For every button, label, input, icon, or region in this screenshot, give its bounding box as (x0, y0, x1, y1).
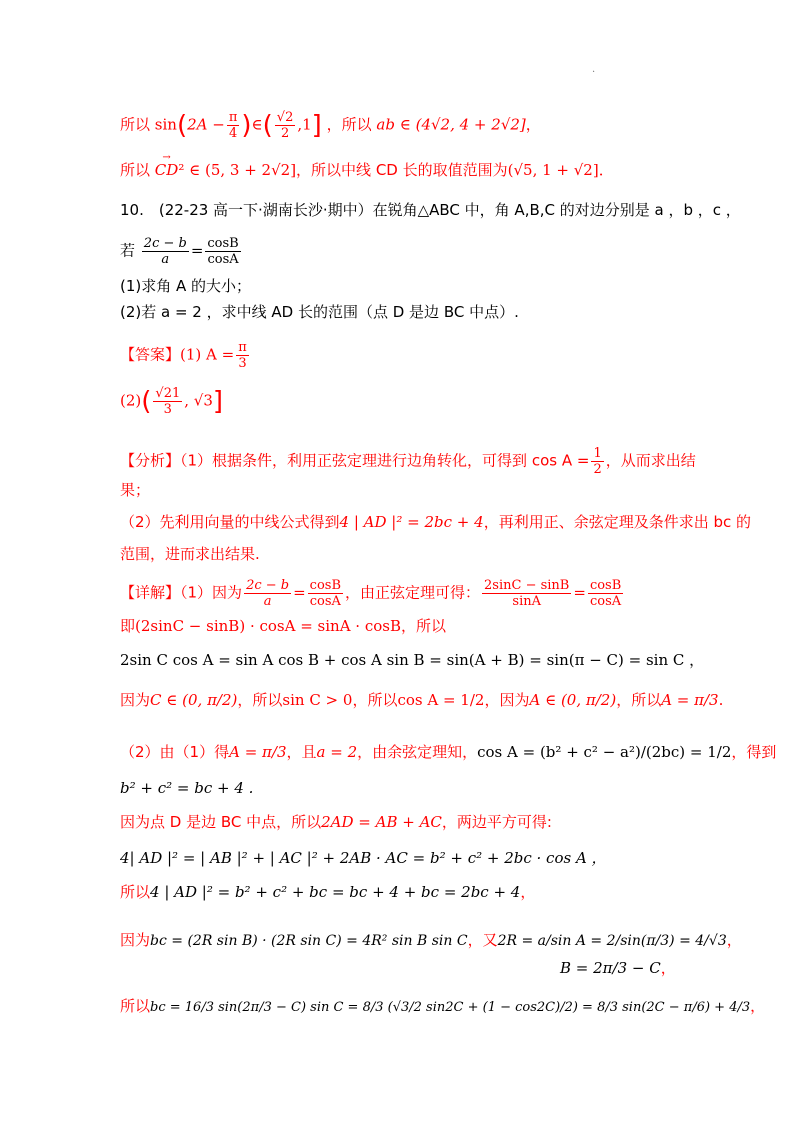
detail-line-5: （2）由（1）得A = π/3，且a = 2，由余弦定理知，cos A = (b² + c² − a²)/(2bc) = 1/2，得到 (120, 743, 777, 761)
detail-line-7: 因为点 D 是边 BC 中点，所以2AD = AB + AC，两边平方可得: (120, 813, 552, 831)
detail-line-3: 2sin C cos A = sin A cos B + cos A sin B = sin(A + B) = sin(π − C) = sin C ， (120, 651, 705, 669)
detail-line-6: b² + c² = bc + 4 . (120, 779, 254, 797)
question-condition: 若 $\frac{2c - b}{a}$ = $\frac{\cos B}{\cos A}$ (120, 236, 239, 267)
detail-line-11: 所以bc = 16/3 sin(2π/3 − C) sin C = 8/3 (√3/2 sin2C + (1 − cos2C)/2) = 8/3 sin(2C − π/6) + 4/3， (120, 997, 766, 1015)
detail-line-10-tail: B = 2π/3 − C， (560, 959, 676, 977)
line-cd-range: 所以 → CD² ∈ (5, 3 + 2√2]，所以中线 CD 长的取值范围为(√5, 1 + √2]． (120, 160, 614, 180)
detail-line-10: 因为bc = (2R sin B) · (2R sin C) = 4R² sin B sin C，又2R = a/sin A = 2/sin(π/3) = 4/√3， (120, 931, 742, 949)
analysis-line-3: （2）先利用向量的中线公式得到4 | AD |² = 2bc + 4，再利用正、余弦定理及条件求出 bc 的 (120, 513, 751, 531)
detail-line-4: 因为C ∈ (0, π/2)，所以sin C > 0，所以cos A = 1/2，因为A ∈ (0, π/2)，所以A = π/3. (120, 691, 724, 709)
analysis-line-1: 【分析】（1）根据条件，利用正弦定理进行边角转化，可得到 cos A = $\frac{1}{2}$ ，从而求出结 (120, 446, 696, 477)
corner-mark: . (592, 64, 596, 75)
part-1: (1)求角 A 的大小； (120, 277, 252, 295)
analysis-line-4: 范围，进而求出结果. (120, 545, 260, 563)
part-2: (2)若 a = 2 ，求中线 AD 长的范围（点 D 是边 BC 中点）. (120, 303, 519, 321)
detail-line-1: 【详解】（1）因为 $\frac{2c - b}{a}$ = $\frac{\cos B}{\cos A}$ ，由正弦定理可得： $\frac{2\sin C - \sin B}{\sin A}$ = $\frac{\cos B}{\cos A}$ (120, 578, 622, 609)
analysis-line-2: 果； (120, 481, 151, 499)
answer-2: (2)( $\frac{√21}{3}$ , √3] (120, 386, 224, 417)
question-10: 10. (22-23 高一下·湖南长沙·期中）在锐角△ABC 中，角 A,B,C 的对边分别是 a ，b ，c ， (120, 201, 741, 219)
answer-1: 【答案】(1) A = $\frac{\pi}{3}$ (120, 340, 247, 371)
detail-line-8: 4| AD |² = | AB |² + | AC |² + 2AB · AC = b² + c² + 2bc · cos A ， (120, 849, 607, 867)
line-sin-range: 所以 sin(2A − $\frac{\pi}{4}$ )∈( $\frac{√2}{2}$ ,1] ，所以 ab ∈ (4√2, 4 + 2√2]， (120, 110, 541, 141)
detail-line-9: 所以4 | AD |² = b² + c² + bc = bc + 4 + bc = 2bc + 4， (120, 883, 536, 901)
detail-line-2: 即(2sinC − sinB) · cosA = sinA · cosB，所以 (120, 617, 447, 635)
